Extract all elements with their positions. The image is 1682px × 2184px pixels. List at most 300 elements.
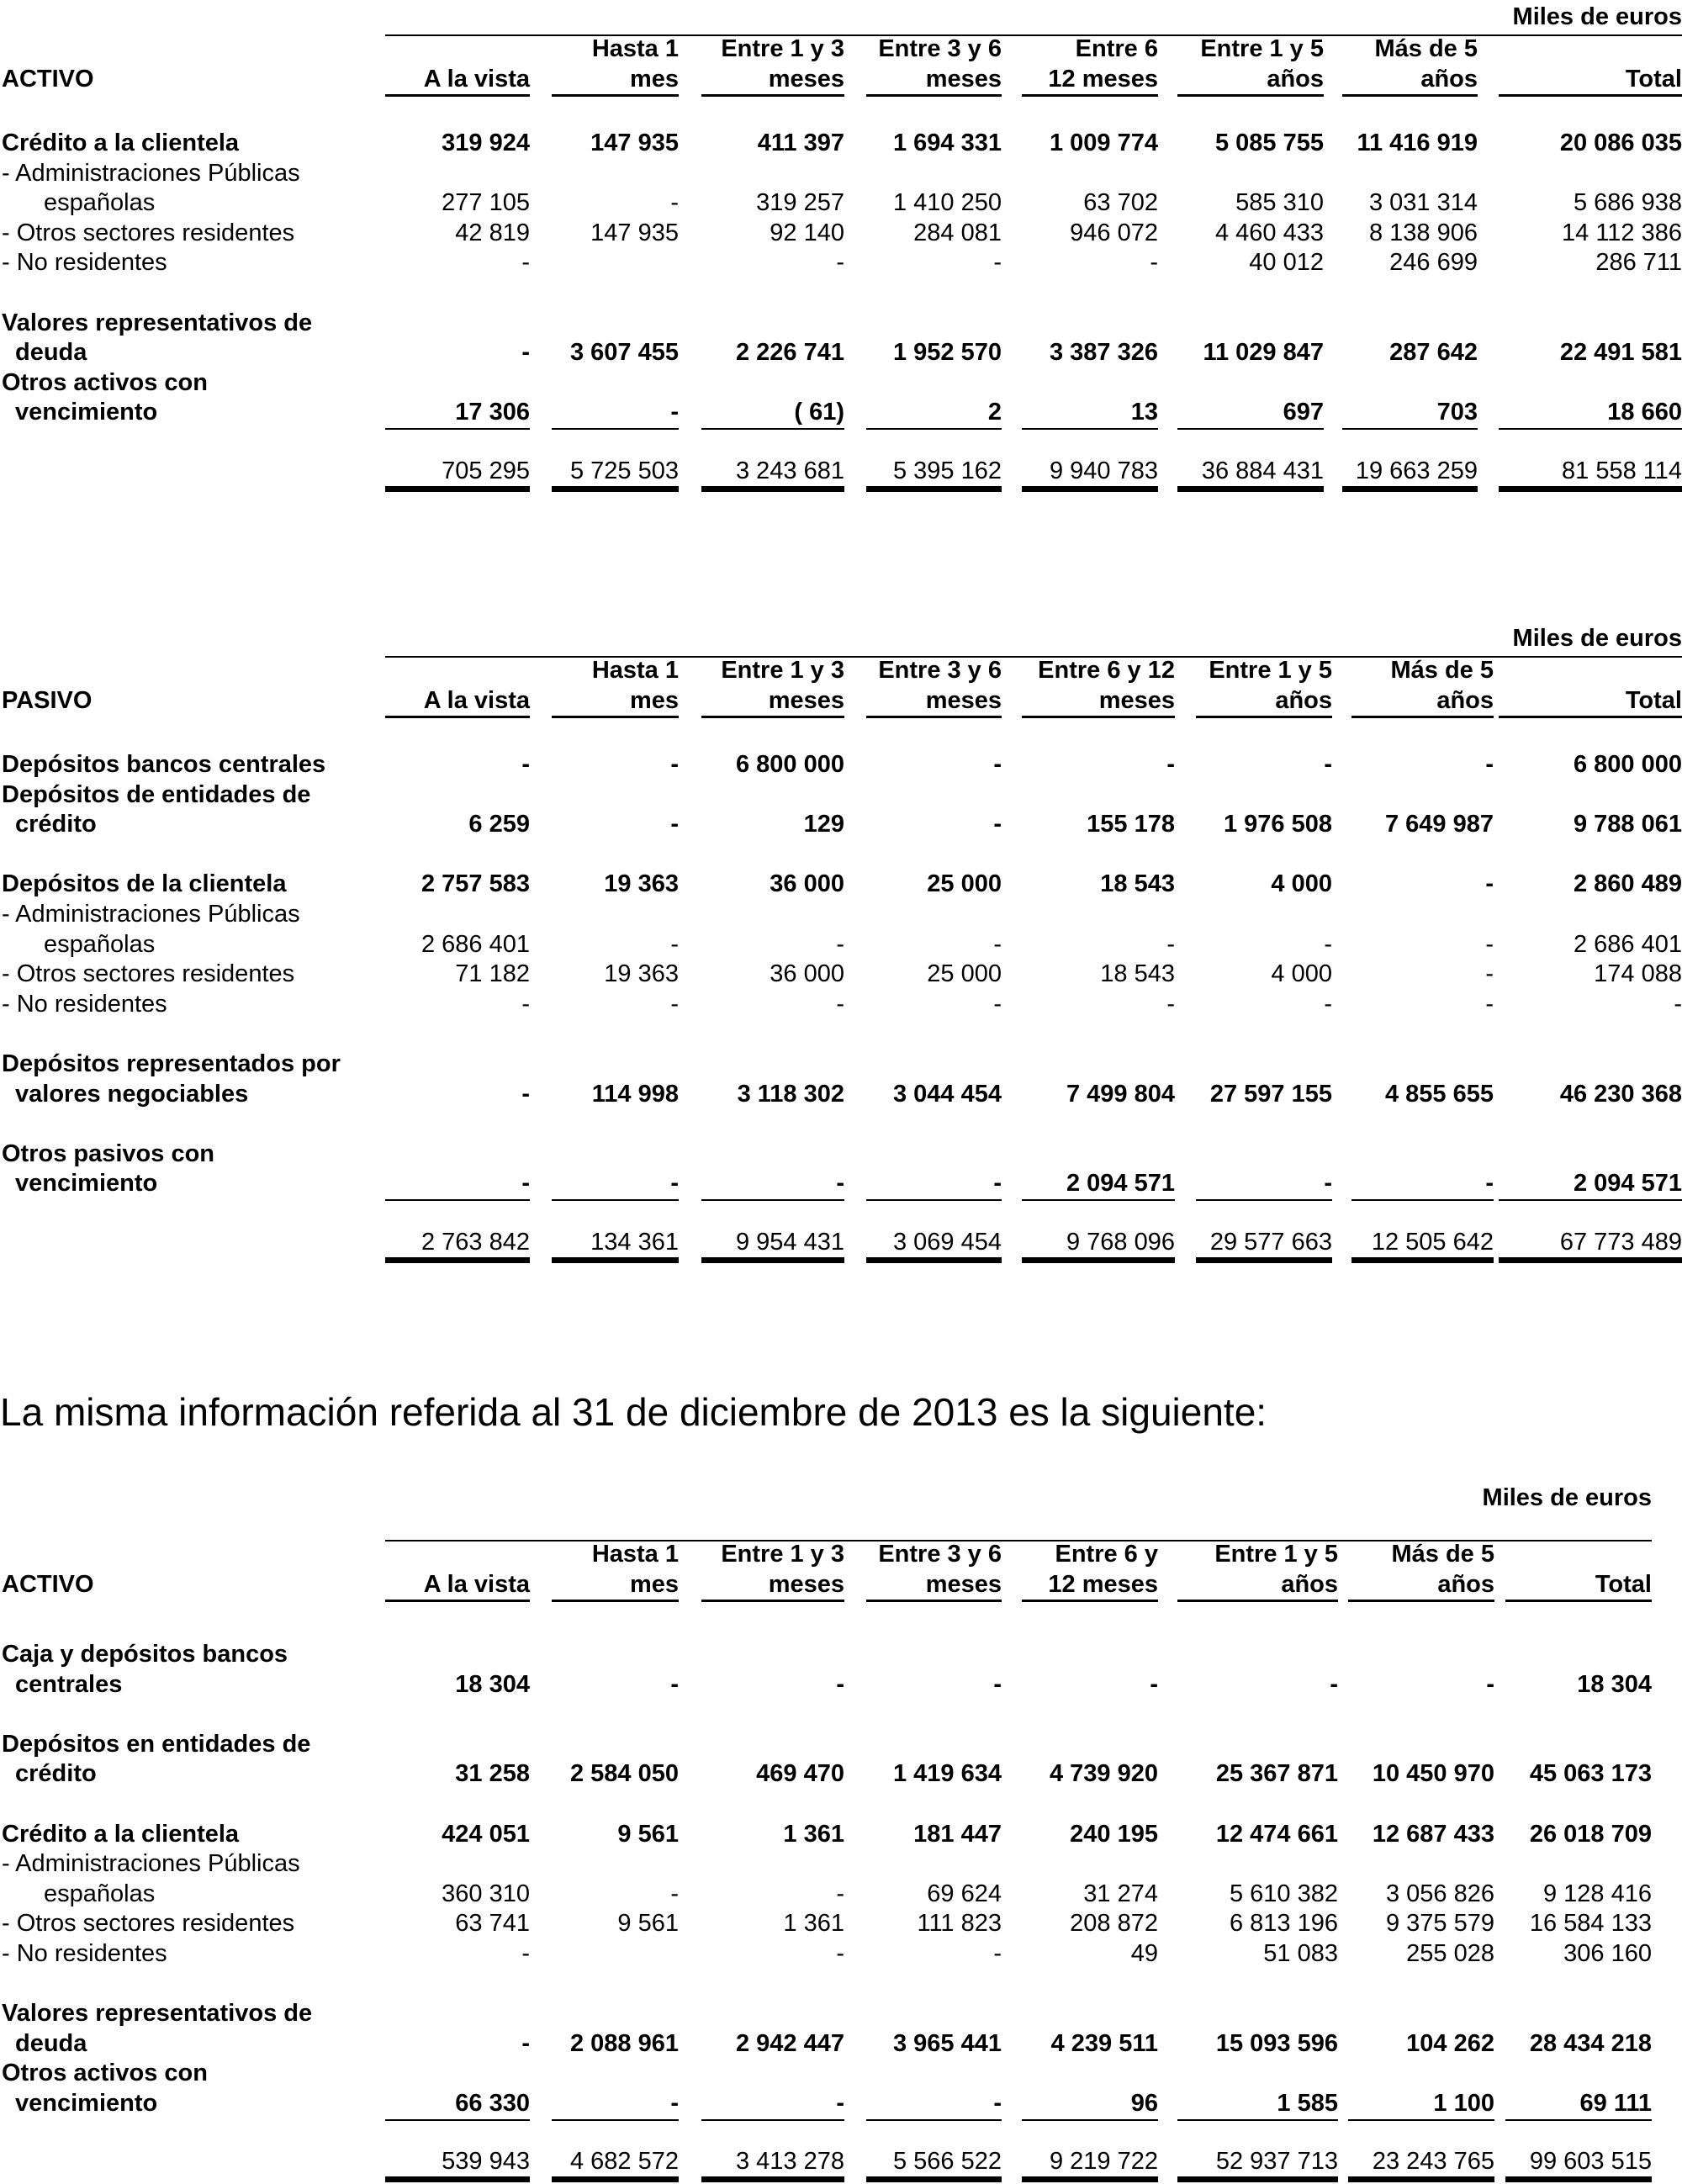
header-underline: [1351, 716, 1494, 718]
value-cell: 3 965 441: [892, 2029, 1002, 2057]
value-cell: 208 872: [1070, 1910, 1158, 1938]
total-cell: 4 682 572: [569, 2148, 679, 2176]
header-underline: [866, 94, 1002, 97]
value-cell: 17 306: [455, 399, 530, 426]
value-cell: -: [993, 990, 1002, 1018]
total-double-rule: [385, 1257, 530, 1263]
header-underline: [1022, 716, 1175, 718]
column-header: [385, 34, 530, 64]
value-cell: -: [670, 189, 679, 217]
value-cell: 129: [803, 811, 844, 838]
value-cell: -: [993, 249, 1002, 277]
value-cell: 319 257: [756, 189, 844, 217]
value-cell: -: [670, 751, 679, 778]
value-cell: 51 083: [1263, 1940, 1338, 1967]
value-cell: 411 397: [757, 130, 844, 156]
total-cell: 67 773 489: [1559, 1228, 1682, 1256]
value-cell: 147 935: [590, 219, 679, 246]
value-cell: -: [670, 811, 679, 838]
value-cell: 5 686 938: [1573, 189, 1682, 217]
value-cell: 9 561: [617, 1910, 679, 1938]
value-cell: 2 088 961: [569, 2029, 679, 2057]
value-cell: 147 935: [590, 130, 679, 156]
value-cell: 6 813 196: [1229, 1910, 1338, 1938]
value-cell: 2 226 741: [735, 339, 844, 367]
total-double-rule: [385, 486, 530, 492]
column-header: meses: [768, 1570, 844, 1598]
total-double-rule: [1499, 486, 1682, 492]
subtotal-rule: [1348, 2119, 1494, 2121]
header-underline: [701, 94, 844, 97]
table-row: [0, 308, 1682, 338]
value-cell: 1 361: [783, 1820, 844, 1848]
total-cell: 705 295: [442, 457, 530, 484]
value-cell: 240 195: [1070, 1820, 1158, 1848]
value-cell: -: [993, 1940, 1002, 1967]
value-cell: 18 660: [1607, 399, 1682, 426]
value-cell: -: [993, 1170, 1002, 1198]
column-header: 12 meses: [1048, 65, 1158, 93]
total-cell: 5 566 522: [892, 2148, 1002, 2176]
total-double-rule: [1351, 1257, 1494, 1263]
value-cell: 5 085 755: [1214, 130, 1324, 156]
value-cell: 9 788 061: [1573, 811, 1682, 838]
row-label: - Otros sectores residentes: [2, 219, 295, 246]
column-header: Más de 5: [1390, 657, 1494, 684]
table-row: [0, 989, 1682, 1019]
row-label: vencimiento: [15, 399, 158, 426]
total-double-rule: [701, 486, 844, 492]
value-cell: 697: [1283, 399, 1324, 426]
value-cell: 2 860 489: [1573, 870, 1682, 898]
value-cell: 9 375 579: [1385, 1910, 1494, 1938]
header-underline: [1342, 94, 1478, 97]
value-cell: -: [1150, 249, 1158, 277]
value-cell: 1 100: [1433, 2090, 1494, 2117]
subtotal-rule: [1351, 1199, 1494, 1201]
column-header: Total: [1625, 686, 1682, 714]
table-row: [0, 929, 1682, 960]
value-cell: 7 649 987: [1384, 811, 1494, 838]
total-cell: 81 558 114: [1562, 457, 1682, 484]
subtotal-rule: [866, 2119, 1002, 2121]
value-cell: 287 642: [1389, 339, 1478, 367]
total-double-rule: [1177, 486, 1324, 492]
value-cell: 18 543: [1100, 870, 1175, 898]
value-cell: 20 086 035: [1559, 130, 1682, 156]
row-label: españolas: [44, 1880, 156, 1907]
column-header: Entre 3 y 6: [878, 35, 1002, 62]
value-cell: 6 800 000: [735, 751, 844, 778]
total-double-rule: [552, 486, 679, 492]
column-header: años: [1281, 1570, 1338, 1598]
total-cell: 3 413 278: [735, 2148, 844, 2176]
value-cell: 63 702: [1083, 189, 1158, 217]
subtotal-rule: [701, 1199, 844, 1201]
column-header: A la vista: [423, 1570, 530, 1598]
value-cell: 286 711: [1595, 249, 1682, 277]
subtotal-rule: [866, 1199, 1002, 1201]
value-cell: 1 361: [783, 1910, 844, 1938]
value-cell: -: [521, 1940, 530, 1967]
column-header: meses: [925, 65, 1002, 93]
value-cell: -: [521, 339, 530, 367]
value-cell: -: [521, 249, 530, 277]
value-cell: 11 416 919: [1357, 130, 1478, 156]
value-cell: 306 160: [1563, 1940, 1652, 1967]
value-cell: 49: [1130, 1940, 1158, 1967]
value-cell: 3 044 454: [892, 1080, 1002, 1108]
column-header: Entre 6 y 12: [1038, 657, 1175, 684]
total-cell: 36 884 431: [1201, 457, 1324, 484]
table-row: [0, 869, 1682, 899]
value-cell: 12 687 433: [1372, 1820, 1494, 1848]
row-label: crédito: [15, 811, 97, 838]
value-cell: -: [1166, 990, 1175, 1018]
value-cell: 4 000: [1271, 960, 1332, 988]
total-double-rule: [1022, 2176, 1158, 2182]
value-cell: 31 258: [455, 1760, 530, 1788]
intro-text: La misma información referida al 31 de diciembre de 2013 es la siguiente:: [0, 1390, 1267, 1434]
total-cell: 3 243 681: [735, 457, 844, 484]
value-cell: -: [836, 1170, 844, 1198]
total-double-rule: [1348, 2176, 1494, 2182]
subtotal-rule: [385, 1199, 530, 1201]
table-row: [0, 1639, 1682, 1669]
column-header: Total: [1625, 65, 1682, 93]
subtotal-rule: [866, 428, 1002, 430]
value-cell: 7 499 804: [1066, 1080, 1175, 1108]
value-cell: ( 61): [794, 399, 844, 426]
table-row: [0, 128, 1682, 158]
value-cell: 2 686 401: [420, 930, 530, 958]
table-row: [0, 1729, 1682, 1759]
row-label: - Administraciones Públicas: [2, 1850, 300, 1878]
column-header: años: [1420, 65, 1478, 93]
value-cell: -: [1485, 1170, 1494, 1198]
value-cell: 2 942 447: [735, 2029, 844, 2057]
total-cell: 23 243 765: [1372, 2148, 1494, 2176]
value-cell: -: [670, 1880, 679, 1907]
row-label: Caja y depósitos bancos: [2, 1641, 288, 1668]
column-header: Entre 1 y 5: [1214, 1541, 1338, 1568]
row-label: centrales: [15, 1670, 123, 1698]
subtotal-rule: [1499, 1199, 1682, 1201]
column-header: Hasta 1: [591, 35, 679, 62]
table-row: [0, 1758, 1682, 1789]
row-label: - Otros sectores residentes: [2, 1910, 295, 1938]
column-header: Hasta 1: [591, 657, 679, 684]
value-cell: 8 138 906: [1368, 219, 1478, 246]
totals-row: [0, 2146, 1682, 2176]
row-label: deuda: [15, 339, 87, 367]
value-cell: 9 561: [617, 1820, 679, 1848]
column-header: 12 meses: [1048, 1570, 1158, 1598]
value-cell: 66 330: [455, 2090, 530, 2117]
table-row: [0, 1938, 1682, 1969]
value-cell: -: [1324, 751, 1332, 778]
value-cell: 1 009 774: [1049, 130, 1158, 156]
value-cell: 25 367 871: [1215, 1760, 1338, 1788]
value-cell: -: [1674, 990, 1682, 1018]
column-header: Entre 1 y 3: [721, 1541, 844, 1568]
value-cell: [552, 1938, 679, 1969]
row-label: Depósitos de entidades de: [2, 780, 311, 808]
total-cell: 2 763 842: [420, 1228, 530, 1256]
row-label: - Administraciones Públicas: [2, 159, 300, 187]
row-label: Depósitos de la clientela: [2, 870, 287, 898]
table-row: [0, 1168, 1682, 1198]
value-cell: -: [1324, 990, 1332, 1018]
value-cell: 246 699: [1389, 249, 1478, 277]
value-cell: 16 584 133: [1529, 1910, 1652, 1938]
value-cell: -: [670, 990, 679, 1018]
value-cell: 2 094 571: [1573, 1170, 1682, 1198]
column-header: Entre 1 y 5: [1200, 35, 1324, 62]
value-cell: 585 310: [1235, 189, 1324, 217]
table-row: [0, 1908, 1682, 1938]
header-underline: [1499, 94, 1682, 97]
value-cell: 40 012: [1249, 249, 1324, 277]
column-header: meses: [925, 686, 1002, 714]
column-header: [385, 1539, 530, 1569]
value-cell: -: [670, 1170, 679, 1198]
value-cell: 13: [1130, 399, 1158, 426]
value-cell: 319 924: [442, 130, 530, 156]
value-cell: 46 230 368: [1559, 1080, 1682, 1108]
value-cell: 1 585: [1277, 2090, 1338, 2117]
header-underline: [385, 716, 530, 718]
table-row: [0, 1079, 1682, 1109]
subtotal-rule: [1022, 2119, 1158, 2121]
value-cell: -: [993, 930, 1002, 958]
value-cell: 10 450 970: [1372, 1760, 1494, 1788]
header-row: [0, 655, 1682, 685]
value-cell: 111 823: [917, 1910, 1002, 1938]
value-cell: 155 178: [1087, 811, 1175, 838]
column-header: mes: [629, 1570, 679, 1598]
row-label: - No residentes: [2, 249, 167, 277]
column-header: Entre 1 y 5: [1209, 657, 1332, 684]
subtotal-rule: [552, 2119, 679, 2121]
row-label: vencimiento: [15, 2090, 158, 2117]
value-cell: -: [1485, 870, 1494, 898]
subtotal-rule: [701, 2119, 844, 2121]
subtotal-rule: [1022, 428, 1158, 430]
column-header: Entre 1 y 3: [721, 35, 844, 62]
value-cell: -: [670, 399, 679, 426]
value-cell: -: [521, 1170, 530, 1198]
value-cell: 2 584 050: [569, 1760, 679, 1788]
subtotal-rule: [385, 2119, 530, 2121]
total-double-rule: [385, 2176, 530, 2182]
value-cell: 3 387 326: [1049, 339, 1158, 367]
header-underline: [1022, 1600, 1158, 1602]
row-label: - Otros sectores residentes: [2, 960, 295, 988]
value-cell: -: [836, 1670, 844, 1698]
value-cell: -: [1330, 1670, 1338, 1698]
total-cell: 99 603 515: [1529, 2148, 1652, 2176]
value-cell: 71 182: [455, 960, 530, 988]
table-row: [0, 809, 1682, 839]
value-cell: -: [670, 2090, 679, 2117]
units-label: Miles de euros: [1512, 625, 1682, 652]
header-row: [0, 1539, 1682, 1569]
value-cell: -: [993, 2090, 1002, 2117]
column-header: A la vista: [423, 686, 530, 714]
section-title: PASIVO: [2, 686, 93, 714]
totals-row: [0, 1227, 1682, 1257]
subtotal-rule: [1177, 2119, 1338, 2121]
column-header: A la vista: [423, 65, 530, 93]
header-underline: [385, 1600, 530, 1602]
value-cell: -: [521, 1080, 530, 1108]
column-header: [1505, 1539, 1652, 1569]
total-cell: 9 768 096: [1066, 1228, 1175, 1256]
value-cell: -: [1324, 1170, 1332, 1198]
table-row: [0, 337, 1682, 368]
total-double-rule: [866, 2176, 1002, 2182]
value-cell: 45 063 173: [1529, 1760, 1652, 1788]
value-cell: 469 470: [756, 1760, 844, 1788]
subtotal-rule: [1022, 1199, 1175, 1201]
total-cell: 5 395 162: [892, 457, 1002, 484]
value-cell: 3 031 314: [1368, 189, 1478, 217]
column-header: años: [1267, 65, 1324, 93]
value-cell: 4 000: [1271, 870, 1332, 898]
value-cell: -: [521, 2029, 530, 2057]
column-header: [1499, 655, 1682, 685]
row-label: Crédito a la clientela: [2, 130, 240, 156]
value-cell: [552, 247, 679, 278]
table-row: [0, 218, 1682, 248]
value-cell: 27 597 155: [1209, 1080, 1332, 1108]
row-label: Depósitos representados por: [2, 1050, 341, 1077]
value-cell: 2 094 571: [1066, 1170, 1175, 1198]
value-cell: 69 624: [927, 1880, 1002, 1907]
value-cell: 18 304: [1577, 1670, 1652, 1698]
value-cell: -: [1486, 1670, 1494, 1698]
row-label: Depósitos en entidades de: [2, 1730, 311, 1758]
column-header: años: [1436, 686, 1494, 714]
value-cell: 284 081: [913, 219, 1002, 246]
total-double-rule: [866, 1257, 1002, 1263]
value-cell: 22 491 581: [1559, 339, 1682, 367]
value-cell: 104 262: [1406, 2029, 1494, 2057]
total-double-rule: [701, 1257, 844, 1263]
subtotal-rule: [701, 428, 844, 430]
row-label: Valores representativos de: [2, 2000, 313, 2028]
value-cell: 31 274: [1083, 1880, 1158, 1907]
value-cell: 703: [1436, 399, 1478, 426]
units-label: Miles de euros: [1482, 1484, 1652, 1511]
header-underline: [1505, 1600, 1652, 1602]
total-cell: 29 577 663: [1209, 1228, 1332, 1256]
row-label: deuda: [15, 2029, 87, 2057]
table-row: [0, 1049, 1682, 1079]
total-cell: 5 725 503: [569, 457, 679, 484]
subtotal-rule: [385, 428, 530, 430]
column-header: Entre 3 y 6: [878, 657, 1002, 684]
value-cell: 5 610 382: [1229, 1880, 1338, 1907]
value-cell: -: [836, 2090, 844, 2117]
column-header: Entre 3 y 6: [878, 1541, 1002, 1568]
table-row: [0, 899, 1682, 929]
total-cell: 539 943: [442, 2148, 530, 2176]
value-cell: -: [836, 1940, 844, 1967]
header-row: [0, 34, 1682, 64]
row-label: valores negociables: [15, 1080, 249, 1108]
subtotal-rule: [1177, 428, 1324, 430]
value-cell: 4 460 433: [1214, 219, 1324, 246]
row-label: - No residentes: [2, 1940, 167, 1967]
value-cell: 19 363: [604, 960, 679, 988]
value-cell: -: [521, 751, 530, 778]
value-cell: 96: [1130, 2090, 1158, 2117]
table-row: [0, 158, 1682, 188]
total-cell: 9 940 783: [1049, 457, 1158, 484]
total-double-rule: [701, 2176, 844, 2182]
value-cell: 3 056 826: [1385, 1880, 1494, 1907]
value-cell: 1 410 250: [892, 189, 1002, 217]
value-cell: 19 363: [604, 870, 679, 898]
header-underline: [701, 716, 844, 718]
total-cell: 3 069 454: [892, 1228, 1002, 1256]
row-label: vencimiento: [15, 1170, 158, 1198]
value-cell: -: [993, 811, 1002, 838]
value-cell: -: [836, 930, 844, 958]
row-label: Crédito a la clientela: [2, 1820, 240, 1848]
table-row: [0, 1848, 1682, 1879]
row-label: crédito: [15, 1760, 97, 1788]
subtotal-rule: [1342, 428, 1478, 430]
value-cell: 2 686 401: [1573, 930, 1682, 958]
value-cell: 360 310: [442, 1880, 530, 1907]
table-row: [0, 749, 1682, 780]
value-cell: 15 093 596: [1215, 2029, 1338, 2057]
table-row: [0, 2058, 1682, 2088]
table-row: [0, 780, 1682, 810]
column-header: [1499, 34, 1682, 64]
value-cell: 255 028: [1406, 1940, 1494, 1967]
units-label: Miles de euros: [1512, 3, 1682, 30]
header-underline: [552, 716, 679, 718]
value-cell: 4 855 655: [1384, 1080, 1494, 1108]
value-cell: 11 029 847: [1203, 339, 1324, 367]
value-cell: 6 800 000: [1573, 751, 1682, 778]
subtotal-rule: [1505, 2119, 1652, 2121]
row-label: Valores representativos de: [2, 309, 313, 336]
table-row: [0, 1819, 1682, 1849]
value-cell: 28 434 218: [1529, 2029, 1652, 2057]
total-cell: 12 505 642: [1371, 1228, 1494, 1256]
total-cell: 9 219 722: [1049, 2148, 1158, 2176]
total-cell: 52 937 713: [1215, 2148, 1338, 2176]
column-header: mes: [629, 65, 679, 93]
total-double-rule: [1196, 1257, 1332, 1263]
value-cell: -: [1166, 751, 1175, 778]
row-label: - No residentes: [2, 990, 167, 1018]
value-cell: 2 757 583: [420, 870, 530, 898]
value-cell: 946 072: [1070, 219, 1158, 246]
column-header: meses: [1098, 686, 1175, 714]
value-cell: 174 088: [1594, 960, 1682, 988]
row-label: españolas: [44, 930, 156, 958]
value-cell: 9 128 416: [1542, 1880, 1652, 1907]
header-underline: [701, 1600, 844, 1602]
value-cell: 2: [987, 399, 1002, 426]
total-double-rule: [1022, 1257, 1175, 1263]
